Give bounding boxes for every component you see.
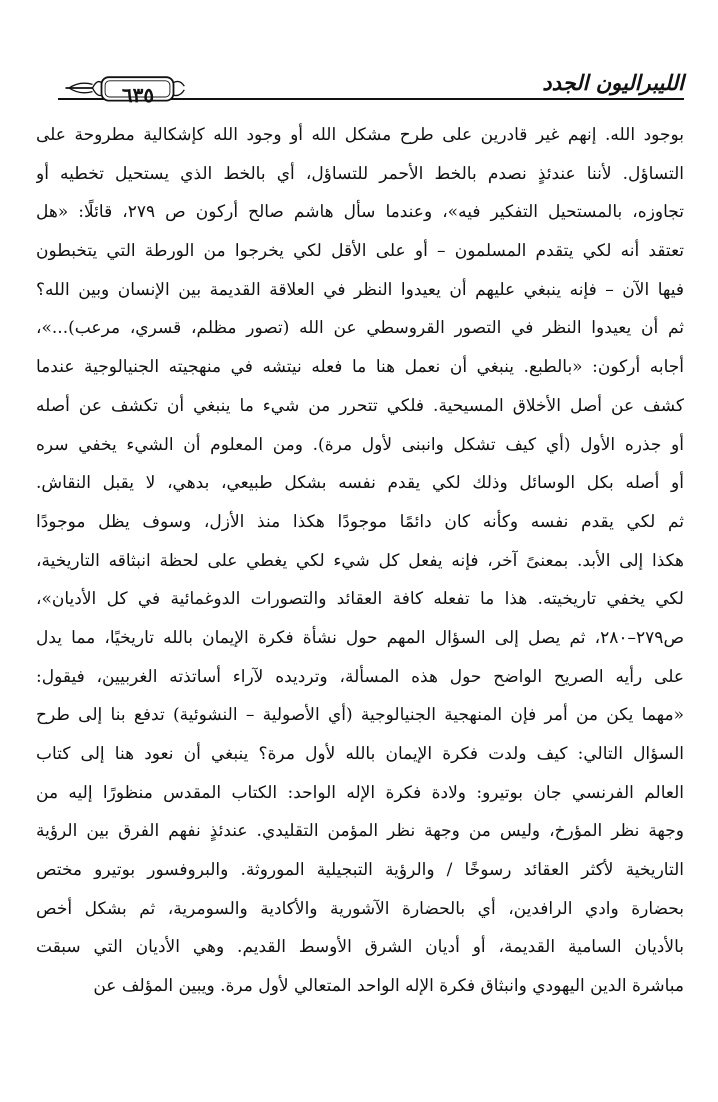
text-line: وجهة نظر المؤرخ، وليس من وجهة نظر المؤمن التقليدي. عندئذٍ نفهم الفرق بين الرؤية — [36, 821, 684, 842]
text-line: التساؤل. لأننا عندئذٍ نصدم بالخط الأحمر للتساؤل، أي بالخط الذي يستحيل تخطيه أو — [36, 163, 684, 184]
text-line: كشف عن أصل الأخلاق المسيحية. فلكي تتحرر من شيء ما ينبغي أن تكشف عن أصله — [36, 395, 684, 416]
text-line: التاريخية لأكثر العقائد رسوخًا / والرؤية التبجيلية الموروثة. والبروفسور بوتيرو مختص — [36, 860, 684, 881]
text-line: هكذا إلى الأبد. بمعنىً آخر، فإنه يفعل كل شيء لكي يغطي على لحظة انبثاقه التاريخية، — [36, 550, 684, 571]
text-line: «مهما يكن من أمر فإن المنهجية الجنيالوجية (أي الأصولية – النشوئية) تدفع بنا إلى طرح — [36, 705, 684, 726]
text-line: ثم أن يعيدوا النظر في التصور القروسطي عن الله (تصور مظلم، قسري، مرعب)...»، — [36, 318, 684, 339]
text-line: أو جذره الأول (أي كيف تشكل وانبنى لأول مرة). ومن المعلوم أن الشيء يخفي سره — [36, 434, 684, 455]
text-line: على رأيه الصريح الواضح حول هذه المسألة، وترديده لآراء أساتذته الغربيين، فيقول: — [36, 666, 684, 687]
body-text — [36, 116, 684, 1006]
text-line: فيها الآن – فإنه ينبغي عليهم أن يعيدوا النظر في العلاقة القديمة بين الإنسان وبين الله؟ — [36, 279, 684, 300]
text-line: ص٢٧٩–٢٨٠، ثم يصل إلى السؤال المهم حول نشأة فكرة الإيمان بالله تاريخيًا، مما يدل — [36, 627, 684, 648]
text-line: ثم لكي يقدم نفسه وكأنه كان دائمًا موجودًا هكذا منذ الأزل، وسوف يظل موجودًا — [36, 511, 684, 532]
running-title: الليبراليون الجدد — [534, 70, 684, 96]
text-line: أو أصله بكل الوسائل وذلك لكي يقدم نفسه بشكل طبيعي، بدهي، لا يقبل النقاش. — [36, 473, 684, 494]
text-line: مباشرة الدين اليهودي وانبثاق فكرة الإله الواحد المتعالي لأول مرة. ويبين المؤلف عن — [93, 976, 684, 997]
text-line: تجاوزه، بالمستحيل التفكير فيه»، وعندما سأل هاشم صالح أركون ص ٢٧٩، قائلًا: «هل — [36, 202, 684, 223]
text-line: تعتقد أنه لكي يتقدم المسلمون – أو على الأقل لكي يخرجوا من الورطة التي يتخبطون — [36, 241, 684, 262]
text-line: بالأديان السامية القديمة، أو أديان الشرق الأوسط القديم. وهي الأديان التي سبقت — [36, 937, 684, 958]
text-line: لكي يخفي تاريخيته. هذا ما تفعله كافة العقائد والتصورات الدوغمائية في كل الأديان»، — [36, 589, 684, 610]
text-line: بوجود الله. إنهم غير قادرين على طرح مشكل الله أو وجود الله كإشكالية مطروحة على — [36, 125, 684, 145]
text-line: السؤال التالي: كيف ولدت فكرة الإيمان بالله لأول مرة؟ ينبغي أن نعود هنا إلى كتاب — [36, 744, 684, 764]
page-number: ٦٣٥ — [121, 83, 155, 107]
text-line: بحضارة وادي الرافدين، أي بالحضارة الآشورية والأكادية والسومرية، ثم بشكل أخص — [36, 898, 684, 919]
text-line: أجابه أركون: «بالطبع. ينبغي أن نعمل هنا ما فعله نيتشه في منهجيته الجنيالوجية عندما — [36, 357, 684, 378]
text-line: العالم الفرنسي جان بوتيرو: ولادة فكرة الإله الواحد: الكتاب المقدس منظورًا إليه من — [36, 782, 684, 803]
